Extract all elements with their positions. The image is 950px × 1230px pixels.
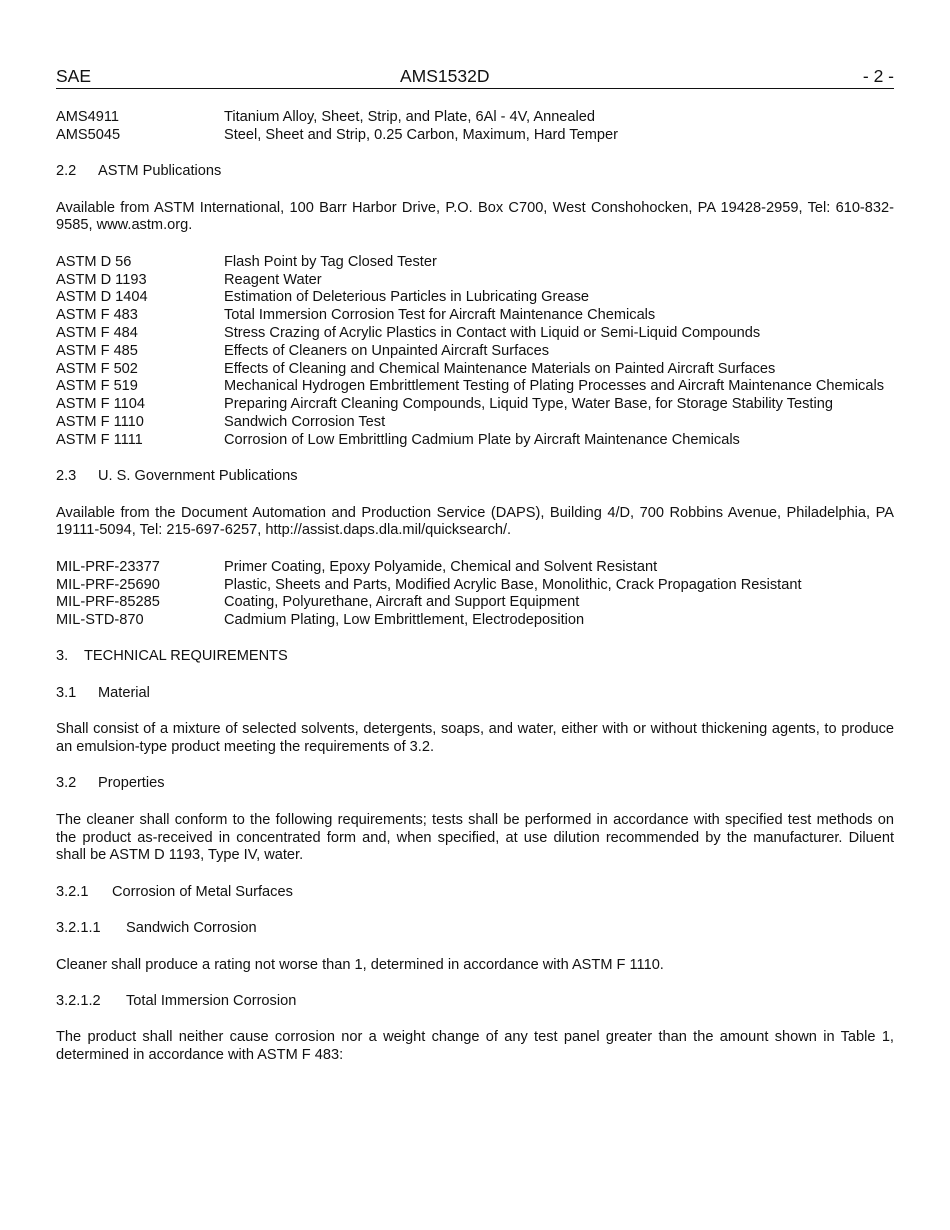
header-org: SAE bbox=[56, 66, 92, 86]
reference-title: Corrosion of Low Embrittling Cadmium Plate by Aircraft Maintenance Chemicals bbox=[224, 431, 740, 448]
astm-reference-list bbox=[56, 254, 894, 450]
reference-row bbox=[56, 127, 894, 145]
reference-row bbox=[56, 272, 894, 290]
reference-row bbox=[56, 378, 894, 396]
properties-paragraph: The cleaner shall conform to the following requirements; tests shall be performed in accordance with specified test methods on the product as-received in concentrated form and, when specified, at use dilution recommended by the manufacturer. Diluent shall be ASTM D 1193, Type IV, water. bbox=[56, 811, 894, 864]
total-immersion-paragraph: The product shall neither cause corrosion nor a weight change of any test panel greater than the amount shown in Table 1, determined in accordance with ASTM F 483: bbox=[56, 1029, 894, 1064]
header-doc-number: AMS1532D bbox=[400, 66, 490, 86]
reference-row bbox=[56, 612, 894, 630]
header-page-number: - 2 - bbox=[862, 66, 894, 86]
reference-title: Steel, Sheet and Strip, 0.25 Carbon, Maximum, Hard Temper bbox=[224, 126, 618, 143]
reference-title: Plastic, Sheets and Parts, Modified Acrylic Base, Monolithic, Crack Propagation Resistant bbox=[224, 576, 802, 593]
section-number: 3.2.1.2 bbox=[56, 993, 101, 1009]
section-number: 3.2.1 bbox=[56, 883, 89, 900]
reference-code: ASTM F 519 bbox=[56, 378, 138, 395]
section-title: Total Immersion Corrosion bbox=[126, 993, 297, 1009]
section-title: ASTM Publications bbox=[98, 163, 222, 180]
reference-code: ASTM D 1193 bbox=[56, 271, 147, 288]
section-number: 2.2 bbox=[56, 163, 77, 180]
reference-row bbox=[56, 559, 894, 577]
reference-row bbox=[56, 343, 894, 361]
section-number: 3.2 bbox=[56, 775, 77, 792]
section-number: 3. bbox=[56, 648, 69, 665]
reference-title: Primer Coating, Epoxy Polyamide, Chemical and Solvent Resistant bbox=[224, 558, 658, 575]
reference-row bbox=[56, 432, 894, 450]
section-number: 3.1 bbox=[56, 684, 77, 701]
reference-title: Preparing Aircraft Cleaning Compounds, Liquid Type, Water Base, for Storage Stability Testing bbox=[224, 396, 833, 413]
reference-title: Sandwich Corrosion Test bbox=[224, 413, 386, 430]
reference-row bbox=[56, 254, 894, 272]
daps-availability-paragraph: Available from the Document Automation and Production Service (DAPS), Building 4/D, 700 Robbins Avenue, Philadelphia, PA 19111-5094, Tel: 215-697-6257, http://assist.daps.dla.mil/quicksearch/. bbox=[56, 504, 894, 539]
reference-code: AMS5045 bbox=[56, 126, 121, 143]
reference-code: ASTM F 1104 bbox=[56, 396, 145, 413]
section-title: Sandwich Corrosion bbox=[126, 920, 257, 937]
reference-row bbox=[56, 594, 894, 612]
section-heading-3 bbox=[56, 648, 894, 666]
reference-row bbox=[56, 577, 894, 595]
section-heading-3-2 bbox=[56, 775, 894, 793]
reference-code: ASTM F 1111 bbox=[56, 431, 143, 448]
reference-code: MIL-PRF-25690 bbox=[56, 576, 160, 593]
section-number: 2.3 bbox=[56, 468, 77, 485]
reference-title: Titanium Alloy, Sheet, Strip, and Plate, 6Al - 4V, Annealed bbox=[224, 109, 596, 125]
reference-title: Flash Point by Tag Closed Tester bbox=[224, 253, 437, 270]
reference-title: Estimation of Deleterious Particles in Lubricating Grease bbox=[224, 289, 590, 306]
section-heading-3-1 bbox=[56, 685, 894, 703]
section-number: 3.2.1.1 bbox=[56, 920, 101, 937]
reference-title: Effects of Cleaning and Chemical Maintenance Materials on Painted Aircraft Surfaces bbox=[224, 360, 776, 377]
reference-code: MIL-PRF-85285 bbox=[56, 594, 160, 611]
reference-row bbox=[56, 396, 894, 414]
sandwich-corrosion-paragraph: Cleaner shall produce a rating not worse than 1, determined in accordance with ASTM F 1110. bbox=[56, 956, 664, 973]
reference-title: Coating, Polyurethane, Aircraft and Support Equipment bbox=[224, 594, 580, 611]
section-title: Material bbox=[98, 684, 150, 701]
section-title: U. S. Government Publications bbox=[98, 468, 298, 485]
reference-title: Total Immersion Corrosion Test for Aircraft Maintenance Chemicals bbox=[224, 307, 656, 324]
section-heading-2-2 bbox=[56, 163, 894, 181]
reference-code: ASTM F 1110 bbox=[56, 413, 144, 430]
section-heading-3-2-1 bbox=[56, 884, 894, 902]
reference-title: Effects of Cleaners on Unpainted Aircraft Surfaces bbox=[224, 342, 550, 359]
reference-title: Cadmium Plating, Low Embrittlement, Electrodeposition bbox=[224, 612, 585, 629]
reference-row bbox=[56, 361, 894, 379]
reference-row bbox=[56, 325, 894, 343]
reference-row bbox=[56, 414, 894, 432]
reference-code: ASTM D 1404 bbox=[56, 289, 148, 306]
section-heading-3-2-1-2 bbox=[56, 993, 894, 1011]
government-reference-list bbox=[56, 559, 894, 630]
reference-row bbox=[56, 289, 894, 307]
document-body bbox=[56, 109, 894, 1065]
reference-code: AMS4911 bbox=[56, 109, 120, 125]
section-title: Properties bbox=[98, 775, 165, 792]
section-title: Corrosion of Metal Surfaces bbox=[112, 883, 293, 900]
section-heading-3-2-1-1 bbox=[56, 920, 894, 938]
reference-row bbox=[56, 109, 894, 127]
reference-code: ASTM F 483 bbox=[56, 307, 138, 324]
reference-row bbox=[56, 307, 894, 325]
section-heading-2-3 bbox=[56, 468, 894, 486]
reference-title: Mechanical Hydrogen Embrittlement Testing of Plating Processes and Aircraft Maintenance Chemicals bbox=[224, 378, 885, 395]
reference-title: Stress Crazing of Acrylic Plastics in Contact with Liquid or Semi-Liquid Compounds bbox=[224, 324, 761, 341]
section-title: TECHNICAL REQUIREMENTS bbox=[84, 648, 288, 665]
reference-code: ASTM F 485 bbox=[56, 342, 138, 359]
reference-code: MIL-PRF-23377 bbox=[56, 558, 160, 575]
reference-code: ASTM F 484 bbox=[56, 324, 138, 341]
ams-reference-list bbox=[56, 109, 894, 145]
reference-code: ASTM D 56 bbox=[56, 253, 132, 270]
reference-code: ASTM F 502 bbox=[56, 360, 138, 377]
reference-code: MIL-STD-870 bbox=[56, 612, 144, 629]
page-header bbox=[56, 66, 894, 89]
material-paragraph: Shall consist of a mixture of selected solvents, detergents, soaps, and water, either with or without thickening agents, to produce an emulsion-type product meeting the requirements of 3.2. bbox=[56, 721, 894, 756]
reference-title: Reagent Water bbox=[224, 271, 322, 288]
astm-availability-paragraph: Available from ASTM International, 100 Barr Harbor Drive, P.O. Box C700, West Conshohocken, PA 19428-2959, Tel: 610-832-9585, www.astm.org. bbox=[56, 199, 894, 234]
